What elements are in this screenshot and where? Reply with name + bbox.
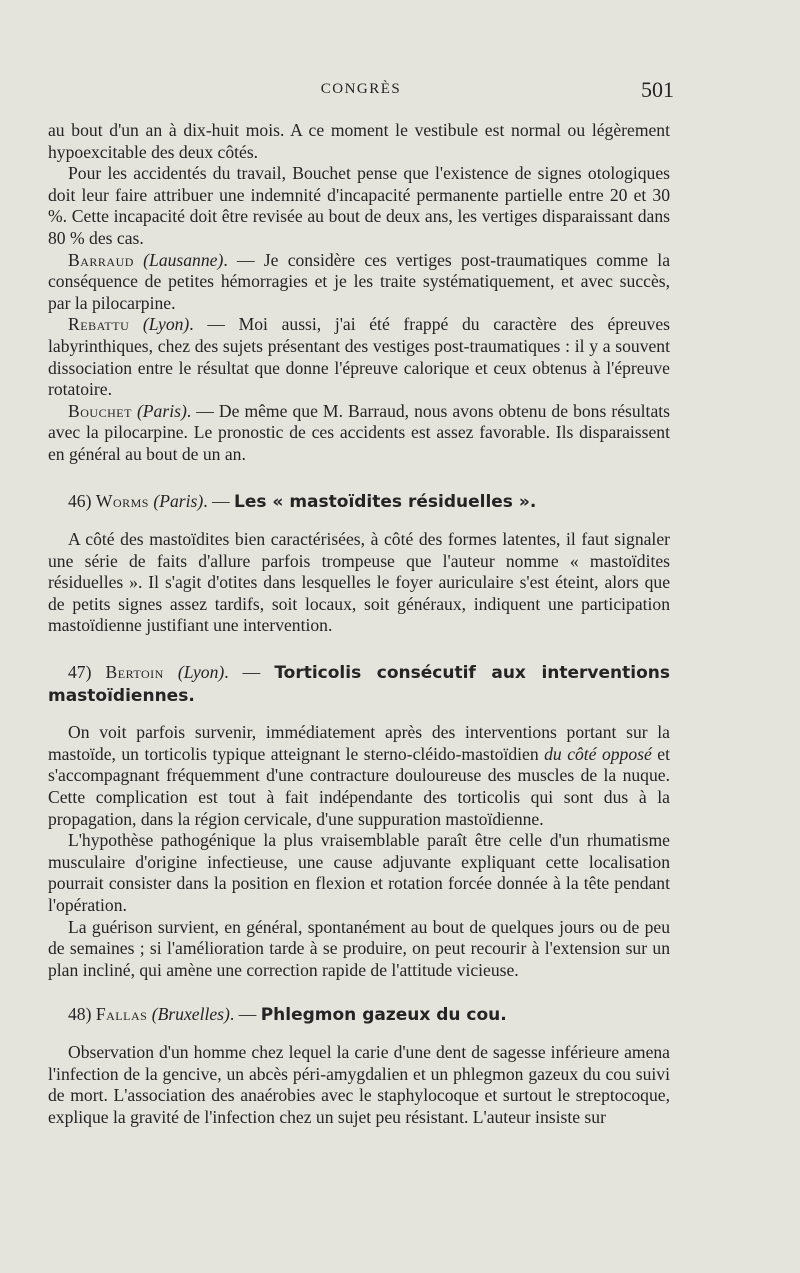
section-title: Les « mastoïdites résiduelles ».	[234, 491, 537, 512]
speaker-name: Barraud	[68, 249, 134, 270]
section-47-body-2: L'hypothèse pathogénique la plus vraisemblable paraît être celle d'un rhumatisme musculaire d'origine infectieuse, une cause adjuvante expliquant cette localisation pourrait consister dans la position en flexion et rotation forcée donnée à la tête pendant l'opération.	[48, 830, 670, 915]
section-author: Fallas	[95, 1004, 148, 1025]
speaker-city: (Paris)	[136, 400, 187, 421]
speaker-city: (Lausanne)	[143, 249, 224, 270]
section-author: Worms	[95, 490, 149, 511]
section-46-body: A côté des mastoïdites bien caractérisées, à côté des formes latentes, il faut signaler une série de faits d'allure parfois trompeuse que l'auteur nomme « mastoïdites résiduelles ». Il s'agit d'otites dans lesquelles le foyer auriculaire s'est éteint, alors que de petits signes assez tardifs, soit locaux, soit généraux, indiquent une participation mastoïdienne justifiant une intervention.	[48, 529, 670, 636]
section-title: Torticolis consécutif aux interventions mastoïdiennes.	[48, 663, 670, 706]
page-header	[48, 78, 674, 104]
section-author: Bertoin	[105, 662, 164, 683]
paragraph-rebattu: Rebattu (Lyon). — Moi aussi, j'ai été frappé du caractère des épreuves labyrinthiques, chez des sujets présentant des vestiges post-traumatiques : il y a souvent dissociation entre le résultat que donne l'épreuve calorique et ceux obtenus à l'épreuve rotatoire.	[48, 314, 670, 400]
paragraph-bouchet: Bouchet (Paris). — De même que M. Barraud, nous avons obtenu de bons résultats avec la pilocarpine. Le pronostic de ces accidents est assez favorable. Ils disparaissent en général au bout de un an.	[48, 400, 670, 464]
speaker-city: (Lyon)	[142, 314, 190, 335]
section-city: (Paris)	[153, 490, 204, 511]
page-number: 501	[641, 77, 674, 102]
paragraph-continuation: au bout d'un an à dix-huit mois. A ce moment le vestibule est normal ou légèrement hypoexcitable des deux côtés.	[48, 120, 670, 162]
paragraph-bouchet-indemnite: Pour les accidentés du travail, Bouchet pense que l'existence de signes otologiques doit leur faire attribuer une indemnité d'incapacité permanente partielle entre 20 et 30 %. Cette incapacité doit être revisée au bout de deux ans, les vertiges disparaissant dans 80 % des cas.	[48, 163, 670, 248]
section-city: (Bruxelles)	[151, 1004, 230, 1025]
running-title: CONGRÈS	[320, 81, 402, 97]
section-title: Phlegmon gazeux du cou.	[260, 1005, 507, 1026]
section-47-body-1: On voit parfois survenir, immédiatement après des interventions portant sur la mastoïde, un torticolis typique atteignant le sterno-cléido-mastoïdien du côté opposé et s'accompagnant fréquemment d'une contracture douloureuse des muscles de la nuque. Cette complication est tout à fait indépendante des torticolis qui sont dus à la propagation, dans la région cervicale, d'une suppuration mastoïdienne.	[48, 722, 670, 829]
section-48-body: Observation d'un homme chez lequel la carie d'une dent de sagesse inférieure amena l'infection de la gencive, un abcès péri-amygdalien et un phlegmon gazeux du cou suivi de mort. L'association des anaérobies avec le staphylocoque et surtout le streptocoque, explique la gravité de l'infection chez un sujet peu résistant. L'auteur insiste sur	[48, 1041, 670, 1127]
speaker-name: Bouchet	[68, 400, 132, 421]
body-text	[48, 120, 670, 1128]
section-47-body-3: La guérison survient, en général, spontanément au bout de quelques jours ou de peu de semaines ; si l'amélioration tarde à se produire, on peut recourir à l'extension sur un plan incliné, qui amène une correction rapide de l'attitude vicieuse.	[48, 916, 670, 980]
section-heading-46: 46) Worms (Paris). — Les « mastoïdites résiduelles ».	[68, 490, 537, 512]
section-city: (Lyon)	[177, 662, 225, 683]
speaker-name: Rebattu	[68, 314, 130, 335]
section-heading-48: 48) Fallas (Bruxelles). — Phlegmon gazeux du cou.	[68, 1004, 507, 1026]
paragraph-barraud: Barraud (Lausanne). — Je considère ces vertiges post-traumatiques comme la conséquence de petites hémorragies et je les traite systématiquement, et avec succès, par la pilocarpine.	[48, 249, 670, 313]
section-heading-47: 47) Bertoin (Lyon). — Torticolis consécutif aux interventions mastoïdiennes.	[48, 662, 670, 706]
emphasis: du côté opposé	[544, 743, 652, 764]
